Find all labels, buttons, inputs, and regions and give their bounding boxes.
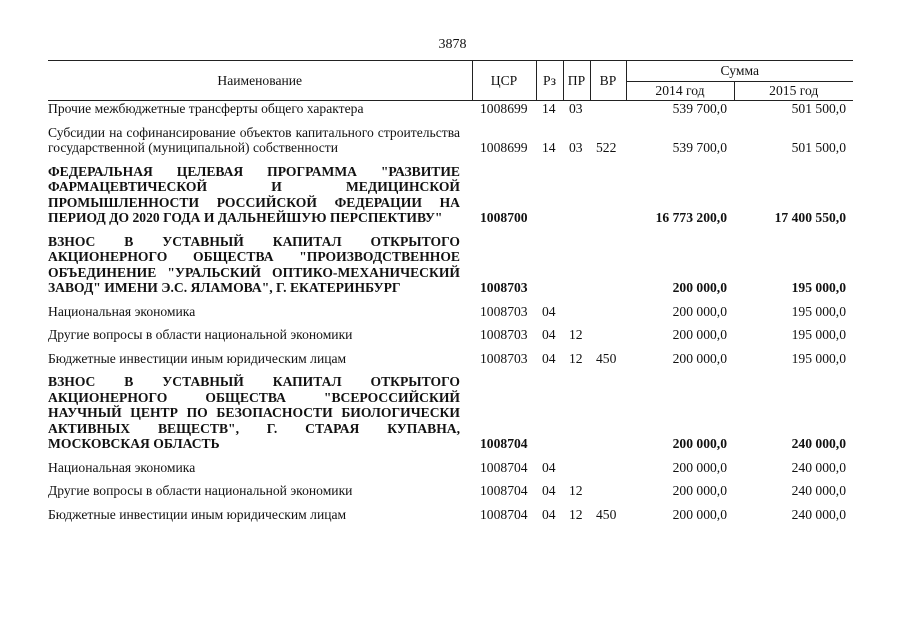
row-pr: 12: [569, 483, 583, 498]
row-vr: 522: [596, 140, 617, 155]
row-name: Другие вопросы в области национальной экономики: [48, 483, 353, 498]
table-row: [48, 101, 853, 117]
row-name: Бюджетные инвестиции иным юридическим лицам: [48, 506, 347, 522]
row-pr: [563, 304, 590, 320]
row-spacer: [48, 117, 853, 125]
row-sum-2015: 240 000,0: [791, 506, 846, 522]
header-pr: ПР: [563, 61, 590, 101]
row-spacer: [48, 156, 853, 164]
row-name: ВЗНОС В УСТАВНЫЙ КАПИТАЛ ОТКРЫТОГО АКЦИОНЕРНОГО ОБЩЕСТВА "ВСЕРОССИЙСКИЙ НАУЧНЫЙ ЦЕНТР ПО БЕЗОПАСНОСТИ БИОЛОГИЧЕСКИ АКТИВНЫХ ВЕЩЕСТВ", Г. СТАРАЯ КУПАВНА, МОСКОВСКАЯ ОБЛАСТЬ: [48, 374, 460, 451]
table-body: [48, 101, 853, 523]
row-rz: [536, 234, 563, 296]
row-sum-2014: 200 000,0: [672, 303, 727, 319]
row-sum-2015: 501 500,0: [791, 101, 846, 116]
row-pr: [563, 234, 590, 296]
table-row: [48, 164, 853, 226]
table-row: [48, 327, 853, 343]
row-name: Субсидии на софинансирование объектов капитального строительства государственной (муниципальной) собственности: [48, 124, 460, 155]
table-row: [48, 460, 853, 476]
row-rz: 14: [542, 101, 556, 116]
row-sum-2014: 200 000,0: [672, 280, 727, 295]
header-csr: ЦСР: [472, 61, 536, 101]
row-sum-2014: 200 000,0: [672, 350, 727, 366]
table-row: [48, 483, 853, 499]
row-name: ВЗНОС В УСТАВНЫЙ КАПИТАЛ ОТКРЫТОГО АКЦИОНЕРНОГО ОБЩЕСТВА "ПРОИЗВОДСТВЕННОЕ ОБЪЕДИНЕНИЕ "УРАЛЬСКИЙ ОПТИКО-МЕХАНИЧЕСКИЙ ЗАВОД" ИМЕНИ Э.С. ЯЛАМОВА", Г. ЕКАТЕРИНБУРГ: [48, 233, 460, 295]
row-name: Бюджетные инвестиции иным юридическим лицам: [48, 350, 347, 366]
row-name: Национальная экономика: [48, 459, 196, 475]
row-vr: 450: [596, 506, 617, 522]
row-vr: [590, 460, 626, 476]
row-name: Прочие межбюджетные трансферты общего характера: [48, 101, 364, 116]
row-rz: 04: [542, 483, 556, 498]
row-csr: 1008700: [480, 210, 528, 225]
row-csr: 1008703: [480, 350, 528, 366]
row-vr: [590, 483, 626, 499]
row-pr: 12: [569, 506, 583, 522]
row-sum-2014: 200 000,0: [672, 436, 727, 451]
row-vr: 450: [596, 350, 617, 366]
row-rz: [536, 164, 563, 226]
row-csr: 1008704: [480, 506, 528, 522]
budget-table: [48, 60, 853, 522]
row-rz: 14: [542, 140, 556, 155]
row-spacer: [48, 366, 853, 374]
row-name: ФЕДЕРАЛЬНАЯ ЦЕЛЕВАЯ ПРОГРАММА "РАЗВИТИЕ ФАРМАЦЕВТИЧЕСКОЙ И МЕДИЦИНСКОЙ ПРОМЫШЛЕННОСТИ РОССИЙСКОЙ ФЕДЕРАЦИИ НА ПЕРИОД ДО 2020 ГОДА И ДАЛЬНЕЙШУЮ ПЕРСПЕКТИВУ": [48, 163, 460, 225]
row-vr: [590, 101, 626, 117]
row-name: Другие вопросы в области национальной экономики: [48, 327, 353, 342]
row-pr: 12: [569, 327, 583, 342]
row-spacer: [48, 452, 853, 460]
row-sum-2014: 539 700,0: [672, 140, 727, 155]
row-csr: 1008703: [480, 327, 528, 342]
row-sum-2015: 240 000,0: [791, 459, 846, 475]
row-spacer: [48, 296, 853, 304]
row-csr: 1008704: [480, 459, 528, 475]
row-sum-2015: 240 000,0: [791, 483, 846, 498]
header-year-2014: 2014 год: [626, 82, 734, 101]
row-csr: 1008703: [480, 280, 528, 295]
header-year-2015: 2015 год: [734, 82, 853, 101]
row-csr: 1008704: [480, 483, 528, 498]
row-vr: [590, 327, 626, 343]
row-rz: 04: [542, 327, 556, 342]
row-sum-2014: 16 773 200,0: [655, 210, 727, 225]
row-csr: 1008704: [480, 436, 528, 451]
row-rz: 04: [542, 350, 556, 366]
header-sum: Сумма: [626, 61, 853, 82]
header-name: Наименование: [48, 61, 472, 101]
row-sum-2015: 195 000,0: [791, 350, 846, 366]
row-spacer: [48, 343, 853, 351]
row-sum-2015: 195 000,0: [791, 280, 846, 295]
row-spacer: [48, 226, 853, 234]
row-rz: 04: [542, 459, 556, 475]
row-pr: [563, 460, 590, 476]
row-pr: 03: [569, 101, 583, 116]
row-pr: [563, 374, 590, 452]
table-row: [48, 304, 853, 320]
row-pr: [563, 164, 590, 226]
row-vr: [590, 164, 626, 226]
row-sum-2015: 195 000,0: [791, 327, 846, 342]
row-sum-2014: 200 000,0: [672, 459, 727, 475]
row-sum-2014: 200 000,0: [672, 506, 727, 522]
header-rz: Рз: [536, 61, 563, 101]
row-csr: 1008699: [480, 140, 528, 155]
row-vr: [590, 374, 626, 452]
row-sum-2015: 17 400 550,0: [774, 210, 846, 225]
header-vr: ВР: [590, 61, 626, 101]
row-vr: [590, 234, 626, 296]
table-row: [48, 507, 853, 523]
row-sum-2015: 195 000,0: [791, 303, 846, 319]
row-sum-2014: 200 000,0: [672, 327, 727, 342]
page-number: 3878: [438, 37, 467, 52]
row-sum-2015: 501 500,0: [791, 140, 846, 155]
row-spacer: [48, 499, 853, 507]
table-row: [48, 374, 853, 452]
row-rz: 04: [542, 303, 556, 319]
row-name: Национальная экономика: [48, 303, 196, 319]
row-sum-2014: 539 700,0: [672, 101, 727, 116]
row-pr: 03: [569, 140, 583, 155]
row-csr: 1008703: [480, 303, 528, 319]
table-row: [48, 125, 853, 156]
table-row: [48, 234, 853, 296]
row-sum-2014: 200 000,0: [672, 483, 727, 498]
row-spacer: [48, 319, 853, 327]
table-header: [48, 61, 853, 101]
row-sum-2015: 240 000,0: [791, 436, 846, 451]
row-csr: 1008699: [480, 101, 528, 116]
row-spacer: [48, 475, 853, 483]
row-vr: [590, 304, 626, 320]
table-row: [48, 351, 853, 367]
row-pr: 12: [569, 350, 583, 366]
row-rz: [536, 374, 563, 452]
row-rz: 04: [542, 506, 556, 522]
